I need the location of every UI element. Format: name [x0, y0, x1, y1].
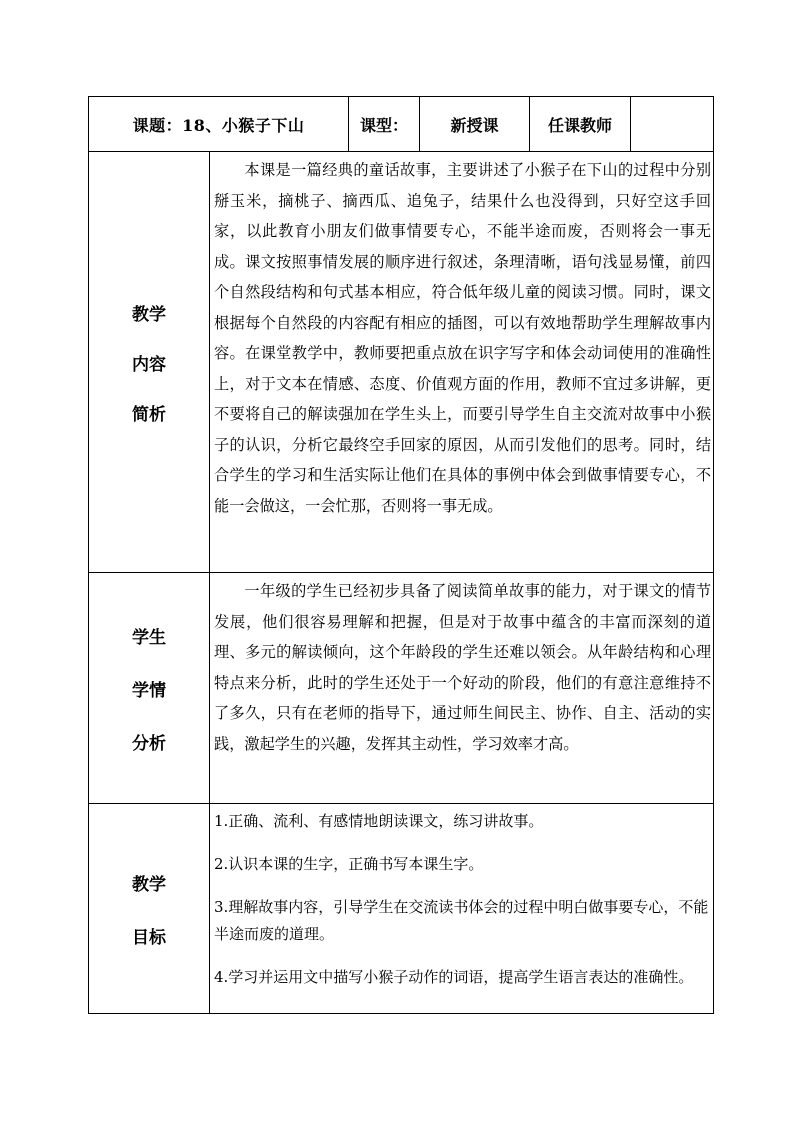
label-line: 简析 — [132, 404, 166, 425]
goal-item: 4.学习并运用文中描写小猴子动作的词语，提高学生语言表达的准确性。 — [214, 968, 694, 986]
label-line: 目标 — [132, 927, 166, 948]
lesson-type-value: 新授课 — [420, 97, 530, 152]
goal-item: 3.理解故事内容，引导学生在交流读书体会的过程中明白做事要专心，不能半途而废的道理。 — [214, 898, 709, 943]
student-analysis-text — [210, 573, 714, 804]
label-line: 学情 — [132, 680, 166, 701]
paragraph: 一年级的学生已经初步具备了阅读简单故事的能力，对于课文的情节发展，他们很容易理解和把握，但是对于故事中蕴含的丰富而深刻的道理、多元的解读倾向，这个年龄段的学生还难以领会。从年龄结构和心理特点来分析，此时的学生还处于一个好动的阶段，他们的有意注意维持不了多久，只有在老师的指导下，通过师生间民主、协作、自主、活动的实践，激起学生的兴趣，发挥其主动性，学习效率才高。 — [214, 582, 711, 753]
teaching-goals-list — [210, 804, 714, 1014]
header-row — [89, 97, 714, 152]
teacher-label: 任课教师 — [530, 97, 631, 152]
lesson-type-label: 课型： — [349, 97, 420, 152]
lesson-plan-page — [88, 96, 713, 1014]
teaching-goals-row — [89, 804, 714, 1014]
goal-item: 2.认识本课的生字，正确书写本课生字。 — [214, 855, 484, 873]
label-line: 教学 — [132, 874, 166, 895]
lesson-plan-table — [88, 96, 714, 1014]
student-analysis-row — [89, 573, 714, 804]
paragraph: 本课是一篇经典的童话故事，主要讲述了小猴子在下山的过程中分别掰玉米，摘桃子、摘西瓜、追兔子，结果什么也没得到，只好空这手回家，以此教育小朋友们做事情要专心，不能半途而废，否则将会一事无成。课文按照事情发展的顺序进行叙述，条理清晰，语句浅显易懂，前四个自然段结构和句式基本相应，符合低年级儿童的阅读习惯。同时，课文根据每个自然段的内容配有相应的插图，可以有效地帮助学生理解故事内容。在课堂教学中，教师要把重点放在识字写字和体会动词使用的准确性上，对于文本在情感、态度、价值观方面的作用，教师不宜过多讲解，更不要将自己的解读强加在学生头上，而要引导学生自主交流对故事中小猴子的认识，分析它最终空手回家的原因，从而引发他们的思考。同时，结合学生的学习和生活实际让他们在具体的事例中体会到做事情要专心，不能一会做这，一会忙那，否则将一事无成。 — [214, 161, 711, 515]
goal-item: 1.正确、流利、有感情地朗读课文，练习讲故事。 — [214, 812, 544, 830]
label-line: 学生 — [132, 627, 166, 648]
content-analysis-label — [89, 152, 210, 573]
teacher-value — [631, 97, 714, 152]
content-analysis-text — [210, 152, 714, 573]
lesson-title: 课题：18、小猴子下山 — [89, 97, 349, 152]
label-line: 内容 — [132, 354, 166, 375]
teaching-goals-label — [89, 804, 210, 1014]
student-analysis-label — [89, 573, 210, 804]
label-line: 分析 — [132, 733, 166, 754]
label-line: 教学 — [132, 304, 166, 325]
content-analysis-row — [89, 152, 714, 573]
